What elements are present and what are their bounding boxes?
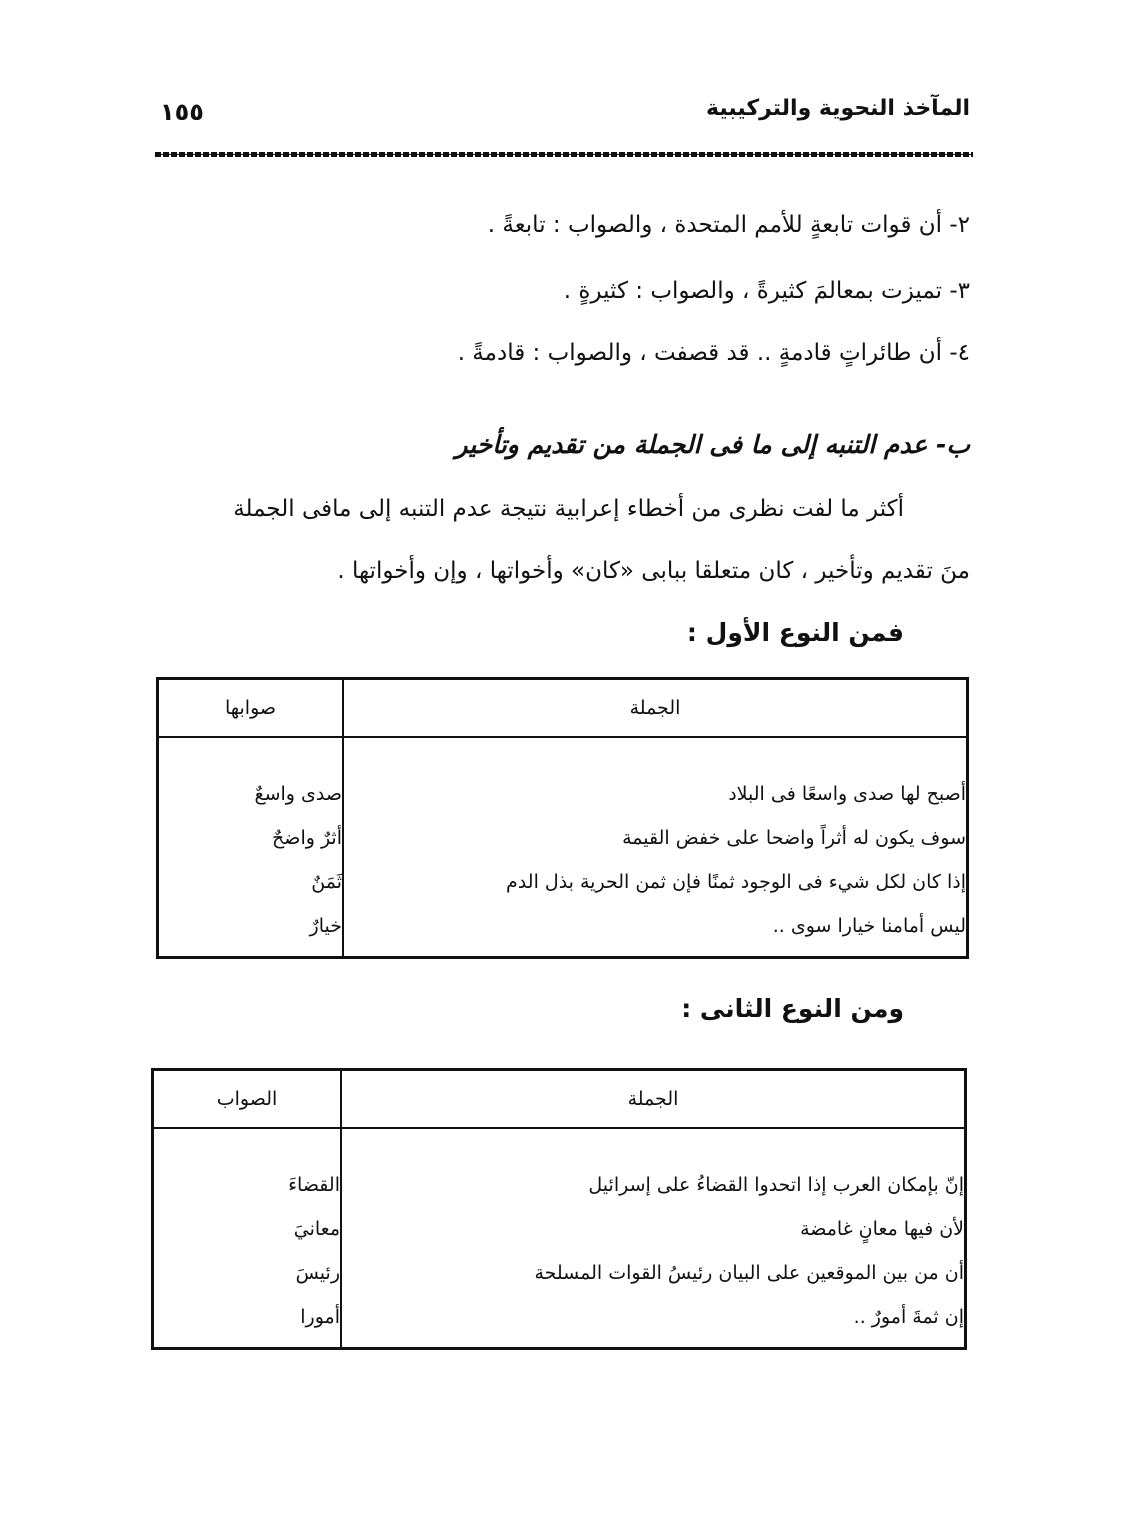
table-row-sentence: لأن فيها معانٍ غامضة	[800, 1218, 964, 1240]
paragraph-line-1: أكثر ما لفت نظرى من أخطاء إعرابية نتيجة عدم التنبه إلى مافى الجملة	[233, 496, 904, 522]
list-item-2: ٢- أن قوات تابعةٍ للأمم المتحدة ، والصواب : تابعةً .	[487, 212, 970, 238]
table-row-correct: ثَمَنٌ	[311, 871, 342, 893]
table-row-sentence: إذا كان لكل شيء فى الوجود ثمنًا فإن ثمن الحرية بذل الدم	[506, 871, 966, 893]
table-row-sentence: ليس أمامنا خيارا سوى ..	[772, 915, 966, 937]
header-divider	[155, 152, 973, 157]
column-header-sentence: الجملة	[341, 1070, 966, 1129]
table-row-sentence: سوف يكون له أثراً واضحا على خفض القيمة	[622, 827, 966, 849]
sentence-column	[343, 737, 968, 958]
table-body	[158, 737, 968, 958]
table-row-correct: خيارٌ	[309, 915, 342, 937]
sentence-column	[341, 1128, 966, 1349]
page-number: ١٥٥	[160, 98, 204, 126]
column-header-correct: صوابها	[158, 679, 344, 738]
section-heading: ب- عدم التنبه إلى ما فى الجملة من تقديم وتأخير	[455, 430, 970, 459]
list-item-4: ٤- أن طائراتٍ قادمةٍ .. قد قصفت ، والصواب : قادمةً .	[457, 340, 970, 366]
table-row-sentence: إنّ بإمكان العرب إذا اتحدوا القضاءُ على إسرائيل	[588, 1174, 964, 1196]
type2-table	[151, 1068, 967, 1350]
column-header-correct: الصواب	[153, 1070, 342, 1129]
type1-heading: فمن النوع الأول :	[686, 618, 904, 647]
running-header-title: المآخذ النحوية والتركيبية	[706, 96, 970, 121]
list-item-3: ٣- تميزت بمعالمَ كثيرةً ، والصواب : كثيرةٍ .	[563, 278, 970, 304]
paragraph-line-2: منَ تقديم وتأخير ، كان متعلقا ببابى «كان» وأخواتها ، وإن وأخواتها .	[337, 558, 970, 584]
table-header-row	[158, 679, 968, 738]
column-header-sentence: الجملة	[343, 679, 968, 738]
table-body	[153, 1128, 966, 1349]
type1-table	[156, 677, 969, 959]
table-row-correct: معانيَ	[293, 1218, 340, 1240]
table-row-sentence: إن ثمةَ أمورٌ ..	[853, 1306, 964, 1328]
correct-column	[153, 1128, 342, 1349]
type2-heading: ومن النوع الثانى :	[681, 994, 904, 1023]
table-row-correct: أثرٌ واضحٌ	[272, 827, 342, 849]
table-row-correct: صدى واسعٌ	[254, 783, 342, 805]
correct-column	[158, 737, 344, 958]
table-row-correct: أمورا	[300, 1306, 340, 1328]
table-row-correct: القضاءَ	[288, 1174, 340, 1196]
table-header-row	[153, 1070, 966, 1129]
table-row-correct: رئيسَ	[295, 1262, 340, 1284]
table-row-sentence: أن من بين الموقعين على البيان رئيسُ القوات المسلحة	[534, 1262, 964, 1284]
table-row-sentence: أصبح لها صدى واسعًا فى البلاد	[728, 783, 966, 805]
